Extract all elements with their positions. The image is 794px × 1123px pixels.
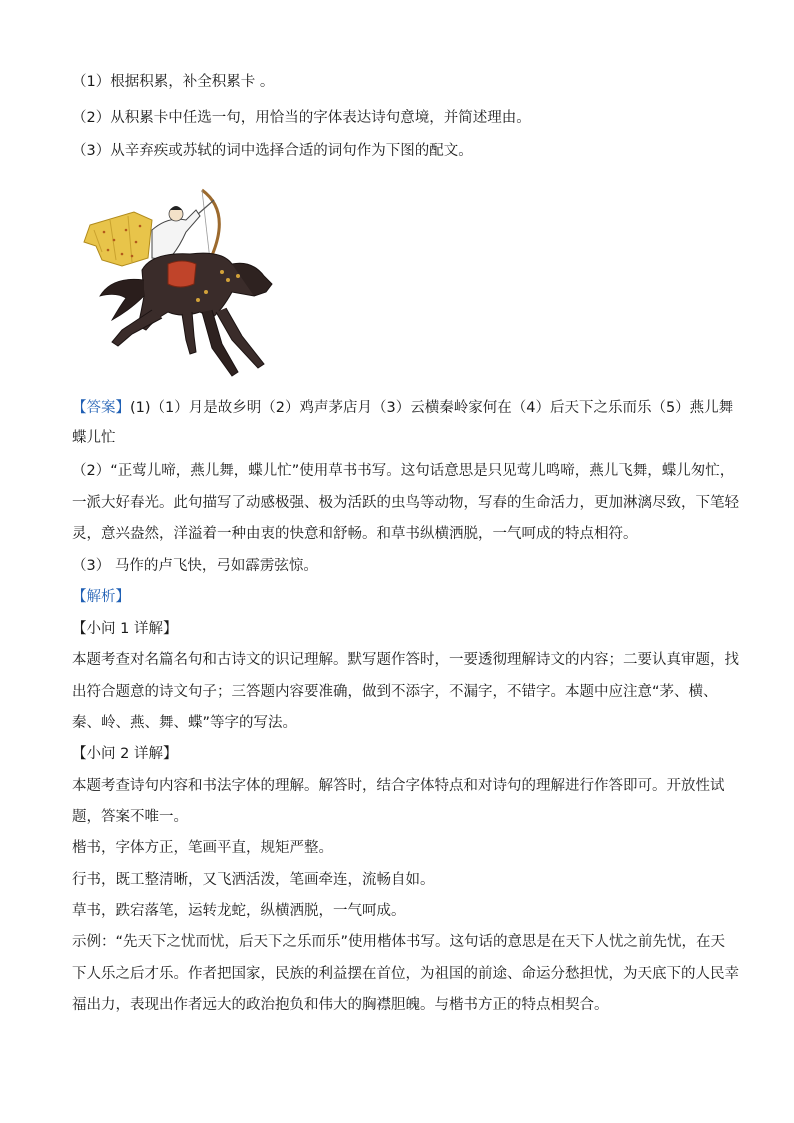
sub2-line: 福出力，表现出作者远大的政治抱负和伟大的胸襟胆魄。与楷书方正的特点相契合。 <box>72 997 609 1013</box>
sub2-line: 草书，跌宕落笔，运转龙蛇，纵横洒脱，一气呵成。 <box>72 903 406 919</box>
question-2: （2）从积累卡中任选一句，用恰当的字体表达诗句意境，并简述理由。 <box>72 110 531 126</box>
answer-part3: （3） 马作的卢飞快，弓如霹雳弦惊。 <box>72 558 318 574</box>
sub2-line: 楷书，字体方正，笔画平直，规矩严整。 <box>72 840 333 856</box>
answer-part2-line: 一派大好春光。此句描写了动感极强、极为活跃的虫鸟等动物，写春的生命活力，更加淋漓尽致，下笔轻 <box>72 495 739 511</box>
answer-part2-line: （2）“正莺儿啼，燕儿舞，蝶儿忙”使用草书书写。这句话意思是只见莺儿鸣啼，燕儿飞舞，蝶儿匆忙， <box>72 463 735 479</box>
archer-on-horse-illustration <box>82 180 282 385</box>
sub2-line: 本题考查诗句内容和书法字体的理解。解答时，结合字体特点和对诗句的理解进行作答即可。开放性试 <box>72 778 725 794</box>
sub1-line: 秦、岭、燕、舞、蝶”等字的写法。 <box>72 715 298 731</box>
sub2-line: 下人乐之后才乐。作者把国家，民族的利益摆在首位，为祖国的前途、命运分愁担忧，为天底下的人民幸 <box>72 966 739 982</box>
answer-part1-cont: 蝶儿忙 <box>72 430 116 446</box>
sub1-title: 【小问 1 详解】 <box>72 621 178 637</box>
answer-label: 【答案】 <box>72 400 130 416</box>
question-1: （1）根据积累，补全积累卡 。 <box>72 74 275 90</box>
sub2-line: 题，答案不唯一。 <box>72 809 188 825</box>
sub2-title: 【小问 2 详解】 <box>72 746 178 762</box>
answer-part2-line: 灵，意兴盎然，洋溢着一种由衷的快意和舒畅。和草书纵横洒脱，一气呵成的特点相符。 <box>72 526 638 542</box>
question-3: （3）从辛弃疾或苏轼的词中选择合适的词句作为下图的配文。 <box>72 143 473 159</box>
sub2-line: 行书，既工整清晰，又飞洒活泼，笔画牵连，流畅自如。 <box>72 872 435 888</box>
answer-part1: (1)（1）月是故乡明（2）鸡声茅店月（3）云横秦岭家何在（4）后天下之乐而乐（5）燕儿舞 <box>130 400 734 416</box>
sub1-line: 本题考查对名篇名句和古诗文的识记理解。默写题作答时，一要透彻理解诗文的内容；二要认真审题，找 <box>72 652 739 668</box>
answer-first-line <box>72 398 732 418</box>
sub1-line: 出符合题意的诗文句子；三答题内容要准确，做到不添字，不漏字，不错字。本题中应注意“茅、横、 <box>72 684 718 700</box>
sub2-line: 示例：“先天下之忧而忧，后天下之乐而乐”使用楷体书写。这句话的意思是在天下人忧之前先忧，在天 <box>72 934 726 950</box>
analysis-label: 【解析】 <box>72 589 130 605</box>
